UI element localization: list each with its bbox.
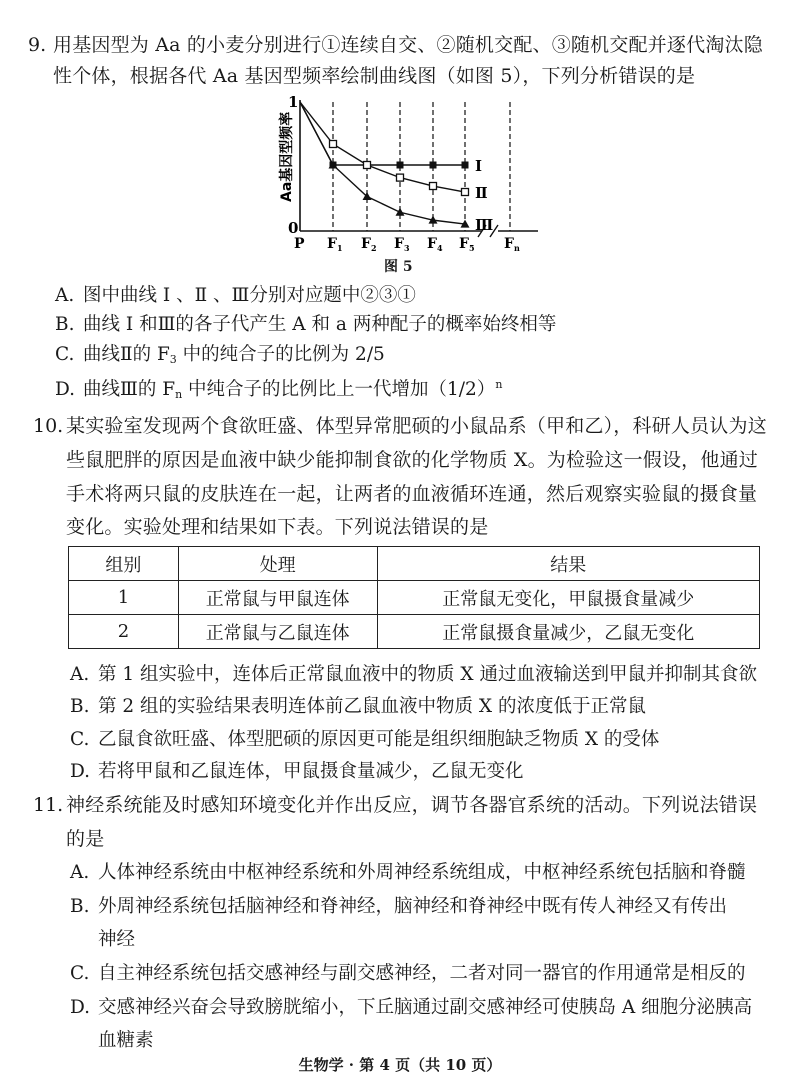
option-label: D. — [55, 379, 76, 400]
q9-stem-line-2: 性个体，根据各代 Aa 基因型频率绘制曲线图（如图 5），下列分析错误的是 — [53, 65, 696, 87]
series-label: Ⅱ — [475, 184, 488, 203]
x-tick-label: $F_2$ — [361, 236, 377, 253]
option-label: C. — [70, 729, 90, 750]
option-text: 乙鼠食欲旺盛、体型肥硕的原因更可能是组织细胞缺乏物质 X 的受体 — [98, 729, 660, 750]
superscript: n — [495, 378, 503, 391]
q9-option-a[interactable] — [55, 284, 416, 308]
series-line-3 — [300, 102, 465, 224]
header-treatment: 处理 — [178, 547, 377, 581]
q10-option-d[interactable] — [70, 760, 524, 784]
data-point-series-2 — [330, 140, 337, 147]
option-label: C. — [70, 963, 90, 984]
y-axis-label: Aa基因型频率 — [279, 111, 295, 202]
x-tick-subscript: 2 — [370, 243, 377, 253]
figure-5-chart — [270, 92, 540, 278]
cell-group: 1 — [69, 581, 179, 615]
data-point-series-1 — [430, 162, 437, 169]
data-point-series-2 — [430, 183, 437, 190]
q10-stem-line-2: 些鼠肥胖的原因是血液中缺少能抑制食欲的化学物质 X。为检验这一假设，他通过 — [66, 449, 758, 471]
option-text: 人体神经系统由中枢神经系统和外周神经系统组成，中枢神经系统包括脑和脊髓 — [98, 862, 746, 883]
option-label: A. — [55, 285, 75, 306]
page-footer: 生物学 · 第 4 页（共 10 页） — [298, 1056, 502, 1074]
q11-stem-line-2: 的是 — [66, 828, 105, 850]
y-tick-label: 0 — [288, 219, 299, 237]
q11-option-c[interactable] — [70, 962, 746, 986]
data-point-series-1 — [397, 162, 404, 169]
option-text: 曲线Ⅲ的 F — [83, 379, 176, 400]
data-point-series-3 — [396, 208, 405, 216]
option-text: 若将甲鼠和乙鼠连体，甲鼠摄食量减少，乙鼠无变化 — [98, 761, 524, 782]
q11-option-a[interactable] — [70, 861, 746, 885]
series-label: Ⅰ — [475, 157, 483, 175]
option-text: 交感神经兴奋会导致膀胱缩小，下丘脑通过副交感神经可使胰岛 A 细胞分泌胰高 — [98, 997, 753, 1018]
q10-option-a[interactable] — [70, 663, 757, 687]
option-label: A. — [70, 862, 90, 883]
cell-group: 2 — [69, 615, 179, 649]
option-text: 中纯合子的比例比上一代增加（1/2） — [182, 379, 496, 400]
x-tick-subscript: 3 — [403, 243, 410, 253]
series-line-2 — [300, 102, 465, 192]
q10-stem-line-1: 某实验室发现两个食欲旺盛、体型异常肥硕的小鼠品系（甲和乙），科研人员认为这 — [66, 415, 767, 437]
option-text: 自主神经系统包括交感神经与副交感神经，二者对同一器官的作用通常是相反的 — [98, 963, 746, 984]
option-text: 图中曲线 Ⅰ 、Ⅱ 、Ⅲ分别对应题中②③① — [83, 285, 416, 306]
figure-caption: 图 5 — [384, 259, 413, 275]
table-header-row — [69, 547, 760, 581]
data-point-series-2 — [397, 174, 404, 181]
option-label: B. — [55, 314, 75, 335]
table-row — [69, 581, 760, 615]
q10-option-c[interactable] — [70, 728, 659, 752]
subscript: 3 — [169, 353, 177, 366]
q9-option-d[interactable] — [55, 373, 502, 407]
data-point-series-1 — [462, 162, 469, 169]
option-text: 第 2 组的实验结果表明连体前乙鼠血液中物质 X 的浓度低于正常鼠 — [98, 696, 646, 717]
x-tick-label: $F_4$ — [427, 236, 443, 253]
option-text: 曲线Ⅱ的 F — [83, 344, 170, 365]
q10-stem-line-4: 变化。实验处理和结果如下表。下列说法错误的是 — [66, 516, 489, 538]
option-label: D. — [70, 761, 91, 782]
table-row — [69, 615, 760, 649]
x-tick-label: $F_1$ — [327, 236, 343, 253]
q9-stem-line-1: 用基因型为 Aa 的小麦分别进行①连续自交、②随机交配、③随机交配并逐代淘汰隐 — [53, 34, 763, 56]
series-label: Ⅲ — [475, 216, 494, 235]
header-result: 结果 — [377, 547, 759, 581]
q9-number: 9. — [28, 34, 47, 56]
results-table — [68, 546, 760, 649]
option-label: C. — [55, 344, 75, 365]
q11-option-d-continuation: 血糖素 — [98, 1030, 154, 1051]
x-tick-label: $F_n$ — [504, 236, 520, 253]
option-text: 外周神经系统包括脑神经和脊神经，脑神经和脊神经中既有传人神经又有传出 — [98, 896, 728, 917]
x-tick-label: P — [294, 236, 305, 252]
q10-option-b[interactable] — [70, 695, 646, 719]
q11-option-d[interactable] — [70, 996, 752, 1020]
cell-result: 正常鼠摄食量减少，乙鼠无变化 — [377, 615, 759, 649]
x-tick-subscript: n — [513, 243, 520, 253]
q9-option-b[interactable] — [55, 313, 556, 337]
q10-stem-line-3: 手术将两只鼠的皮肤连在一起，让两者的血液循环连通，然后观察实验鼠的摄食量 — [66, 483, 758, 505]
x-tick-subscript: 4 — [436, 243, 443, 253]
option-text: 曲线 Ⅰ 和Ⅲ的各子代产生 A 和 a 两种配子的概率始终相等 — [83, 314, 557, 335]
data-point-series-2 — [462, 189, 469, 196]
cell-treatment: 正常鼠与乙鼠连体 — [178, 615, 377, 649]
x-tick-subscript: 1 — [336, 243, 343, 253]
subscript: n — [175, 388, 183, 401]
q10-number: 10. — [33, 415, 64, 437]
data-point-series-2 — [364, 162, 371, 169]
option-text: 第 1 组实验中，连体后正常鼠血液中的物质 X 通过血液输送到甲鼠并抑制其食欲 — [98, 664, 757, 685]
y-tick-label: 1 — [288, 93, 299, 111]
option-label: B. — [70, 896, 90, 917]
x-tick-label: $F_5$ — [459, 236, 475, 253]
cell-treatment: 正常鼠与甲鼠连体 — [178, 581, 377, 615]
header-group: 组别 — [69, 547, 179, 581]
q9-option-c[interactable] — [55, 343, 385, 372]
x-tick-subscript: 5 — [468, 243, 475, 253]
q11-stem-line-1: 神经系统能及时感知环境变化并作出反应，调节各器官系统的活动。下列说法错误 — [66, 794, 758, 816]
q11-option-b-continuation: 神经 — [98, 929, 136, 950]
option-label: D. — [70, 997, 91, 1018]
x-tick-label: $F_3$ — [394, 236, 410, 253]
q11-option-b[interactable] — [70, 895, 727, 919]
cell-result: 正常鼠无变化，甲鼠摄食量减少 — [377, 581, 759, 615]
option-label: B. — [70, 696, 90, 717]
option-text: 中的纯合子的比例为 2/5 — [176, 344, 385, 365]
option-label: A. — [70, 664, 90, 685]
q11-number: 11. — [33, 794, 64, 816]
